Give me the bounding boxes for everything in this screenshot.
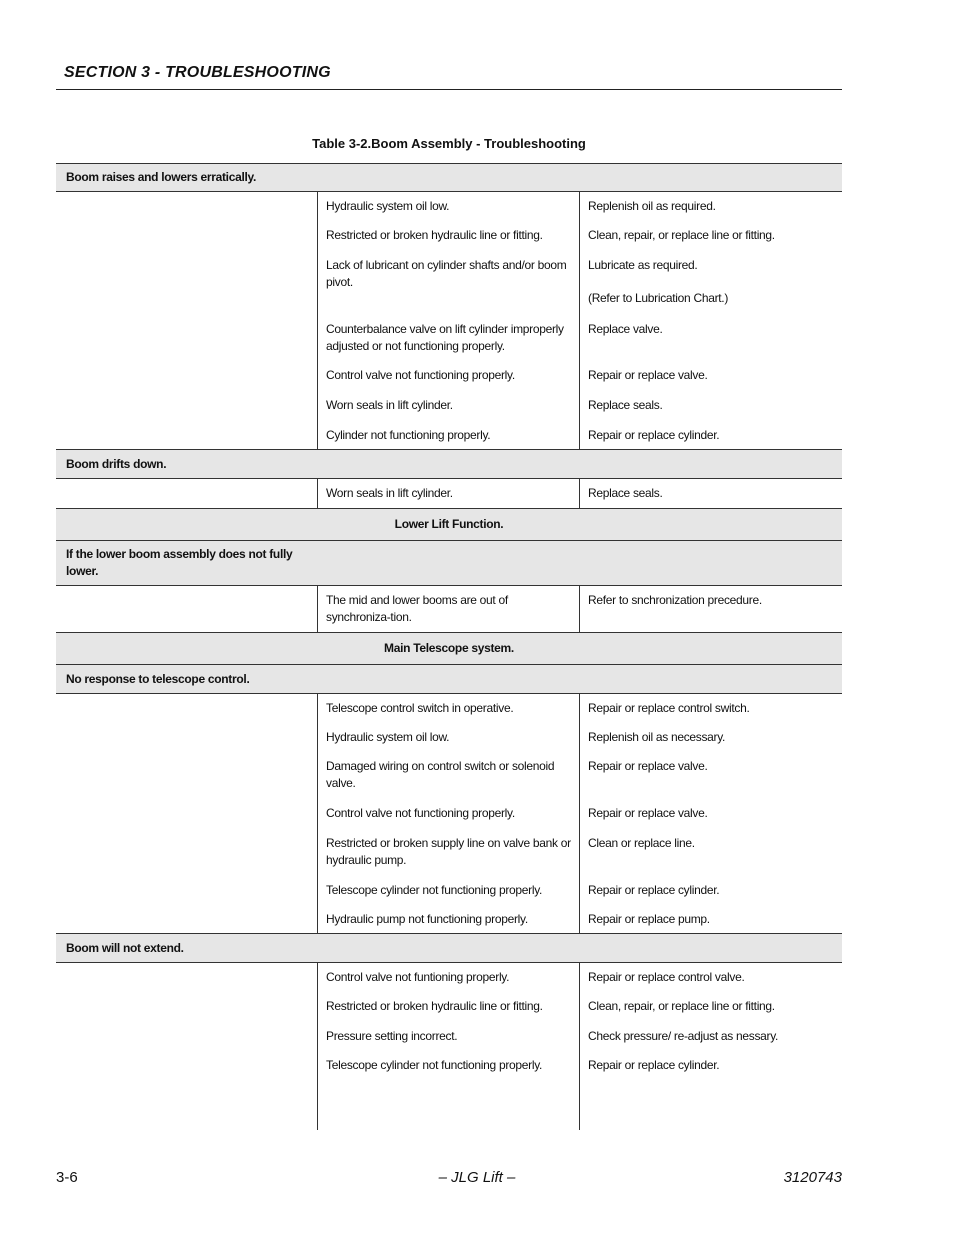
remedy-text: Repair or replace valve. <box>588 368 708 382</box>
table-title: Table 3-2.Boom Assembly - Troubleshooting <box>312 136 586 151</box>
probable-cause: Hydraulic system oil low. <box>318 192 580 222</box>
probable-cause: Telescope control switch in operative. <box>318 694 580 724</box>
remedy-text: Repair or replace cylinder. <box>588 428 720 442</box>
document-number: 3120743 <box>783 1169 842 1186</box>
remedy <box>580 724 842 753</box>
remedy <box>580 963 842 993</box>
problem-label: Boom drifts down. <box>66 456 167 471</box>
probable-cause: Restricted or broken supply line on valve bank or hydraulic pump. <box>318 830 580 877</box>
cause-remedy-row <box>318 422 842 449</box>
probable-cause: Hydraulic system oil low. <box>318 724 580 753</box>
remedy <box>580 906 842 933</box>
remedy-text: Repair or replace cylinder. <box>588 1058 720 1072</box>
cause-remedy-row <box>318 877 842 906</box>
cause-remedy-row <box>318 222 842 252</box>
remedy <box>580 192 842 222</box>
cause-remedy-row <box>318 800 842 830</box>
remedy-text: Repair or replace cylinder. <box>588 883 720 897</box>
probable-cause: Damaged wiring on control switch or solenoid valve. <box>318 753 580 800</box>
remedy-text: Replenish oil as required. <box>588 199 716 213</box>
probable-cause: The mid and lower booms are out of synchroniza-tion. <box>318 586 580 632</box>
cause-remedy-row <box>318 586 842 632</box>
filler-cell <box>580 1099 842 1130</box>
probable-cause: Worn seals in lift cylinder. <box>318 479 580 508</box>
remedy <box>580 830 842 877</box>
remedy <box>580 422 842 449</box>
probable-cause: Worn seals in lift cylinder. <box>318 392 580 422</box>
cause-remedy-row <box>318 252 842 316</box>
remedy-note: (Refer to Lubrication Chart.) <box>588 291 729 305</box>
function-heading-label: Lower Lift Function. <box>394 517 504 531</box>
filler-cell <box>318 1099 580 1130</box>
remedy <box>580 252 842 316</box>
cause-remedy-row <box>318 479 842 508</box>
footer-brand: – JLG Lift – <box>438 1169 516 1186</box>
problem-column-empty <box>56 479 318 508</box>
remedy <box>580 479 842 508</box>
probable-cause: Pressure setting incorrect. <box>318 1023 580 1052</box>
remedy-text: Repair or replace pump. <box>588 912 710 926</box>
cause-remedy-row <box>318 753 842 800</box>
cause-remedy-row <box>318 192 842 222</box>
cause-remedy-group <box>56 963 842 1130</box>
remedy-text: Clean, repair, or replace line or fitting. <box>588 999 775 1013</box>
problem-row <box>56 934 842 963</box>
function-heading <box>56 633 842 665</box>
problem-label: Boom will not extend. <box>66 940 184 955</box>
remedy-text: Refer to snchronization precedure. <box>588 593 762 607</box>
cause-remedy-row <box>318 1023 842 1052</box>
remedy-text: Replenish oil as necessary. <box>588 730 726 744</box>
cause-remedy-row <box>318 993 842 1023</box>
cause-remedy-row <box>318 392 842 422</box>
problem-column-empty <box>56 586 318 632</box>
cause-remedy-row <box>318 1052 842 1099</box>
probable-cause: Control valve not funtioning properly. <box>318 963 580 993</box>
cause-remedy-row <box>318 694 842 724</box>
cause-remedy-row <box>318 362 842 392</box>
remedy-text: Repair or replace valve. <box>588 806 708 820</box>
remedy <box>580 222 842 252</box>
remedy-text: Lubricate as required. <box>588 258 698 272</box>
probable-cause: Restricted or broken hydraulic line or fitting. <box>318 222 580 252</box>
problem-row <box>56 665 842 694</box>
probable-cause: Control valve not functioning properly. <box>318 362 580 392</box>
remedy-text: Repair or replace control switch. <box>588 701 750 715</box>
cause-remedy-row <box>318 963 842 993</box>
cause-remedy-group <box>56 694 842 934</box>
probable-cause: Telescope cylinder not functioning properly. <box>318 1052 580 1099</box>
problem-row <box>56 164 842 192</box>
probable-cause: Hydraulic pump not functioning properly. <box>318 906 580 933</box>
remedy-text: Replace valve. <box>588 322 663 336</box>
remedy <box>580 316 842 362</box>
problem-label: Boom raises and lowers erratically. <box>66 170 257 184</box>
probable-cause: Control valve not functioning properly. <box>318 800 580 830</box>
remedy <box>580 392 842 422</box>
cause-remedy-row <box>318 906 842 933</box>
cause-remedy-row <box>318 316 842 362</box>
table-filler <box>318 1099 842 1130</box>
remedy <box>580 586 842 632</box>
remedy-text: Repair or replace control valve. <box>588 970 745 984</box>
remedy-text: Clean or replace line. <box>588 836 695 850</box>
section-title: SECTION 3 - TROUBLESHOOTING <box>64 64 331 81</box>
probable-cause: Cylinder not functioning properly. <box>318 422 580 449</box>
problem-row <box>56 450 842 479</box>
probable-cause: Counterbalance valve on lift cylinder improperly adjusted or not functioning properly. <box>318 316 580 362</box>
remedy <box>580 1023 842 1052</box>
remedy-text: Replace seals. <box>588 486 663 500</box>
problem-column-empty <box>56 192 318 449</box>
probable-cause: Restricted or broken hydraulic line or fitting. <box>318 993 580 1023</box>
remedy <box>580 362 842 392</box>
remedy-text: Check pressure/ re-adjust as nessary. <box>588 1029 779 1043</box>
troubleshooting-table <box>56 163 842 1130</box>
probable-cause: Telescope cylinder not functioning properly. <box>318 877 580 906</box>
cause-remedy-row <box>318 830 842 877</box>
remedy <box>580 993 842 1023</box>
problem-column-empty <box>56 694 318 933</box>
remedy <box>580 694 842 724</box>
remedy-text: Replace seals. <box>588 398 663 412</box>
problem-column-empty <box>56 963 318 1130</box>
remedy-text: Clean, repair, or replace line or fitting. <box>588 228 775 242</box>
function-heading <box>56 509 842 541</box>
remedy <box>580 800 842 830</box>
cause-remedy-group <box>56 479 842 509</box>
problem-row <box>56 541 842 586</box>
remedy <box>580 1052 842 1099</box>
cause-remedy-group <box>56 192 842 450</box>
remedy <box>580 753 842 800</box>
function-heading-label: Main Telescope system. <box>384 641 514 655</box>
problem-label: If the lower boom assembly does not fully lower. <box>66 547 293 578</box>
cause-remedy-group <box>56 586 842 633</box>
remedy <box>580 877 842 906</box>
problem-label: No response to telescope control. <box>66 671 250 686</box>
cause-remedy-row <box>318 724 842 753</box>
page-number: 3-6 <box>56 1169 78 1186</box>
probable-cause: Lack of lubricant on cylinder shafts and/or boom pivot. <box>318 252 580 316</box>
remedy-text: Repair or replace valve. <box>588 759 708 773</box>
header-rule <box>56 89 842 90</box>
